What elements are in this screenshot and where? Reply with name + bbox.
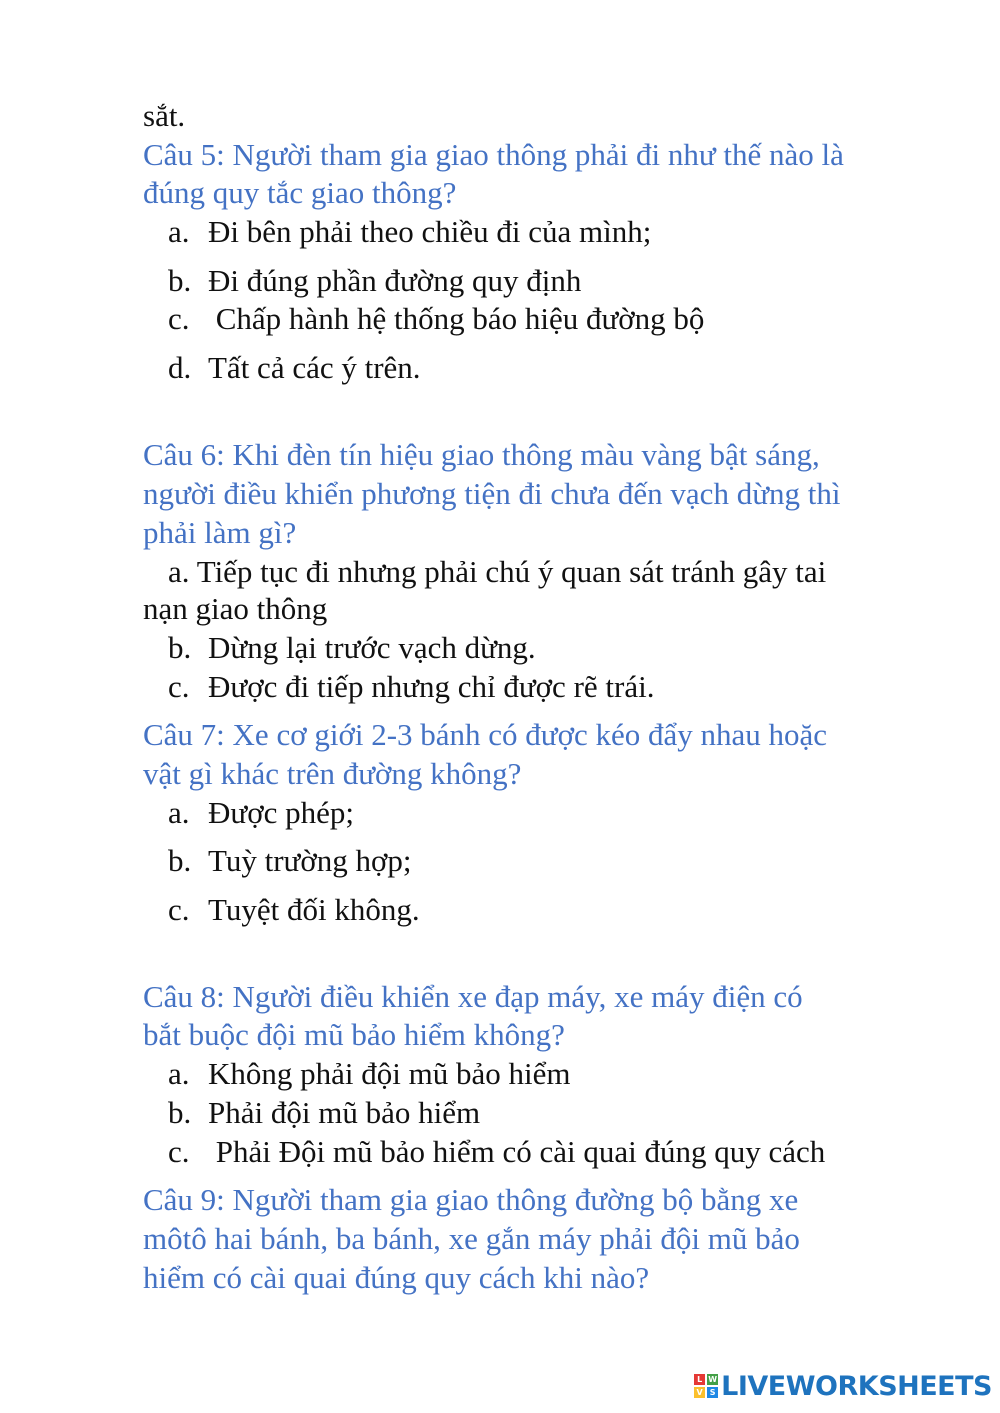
option-text: Không phải đội mũ bảo hiểm <box>208 1056 571 1091</box>
question-5-line-2: đúng quy tắc giao thông? <box>143 175 457 210</box>
option-text: Dừng lại trước vạch dừng. <box>208 630 536 665</box>
option-letter: c. <box>168 669 190 704</box>
option-text: Tuyệt đối không. <box>208 892 420 927</box>
option-text: Được phép; <box>208 795 354 830</box>
liveworksheets-logo[interactable] <box>694 1369 992 1403</box>
option-letter: b. <box>168 843 192 878</box>
intro-fragment: sắt. <box>143 98 186 133</box>
option-text: Tiếp tục đi nhưng phải chú ý quan sát tránh gây tai <box>196 554 827 589</box>
option-text: Chấp hành hệ thống báo hiệu đường bộ <box>208 301 705 336</box>
question-7-line-2: vật gì khác trên đường không? <box>143 756 522 791</box>
question-5-option-a[interactable] <box>168 213 651 251</box>
option-text: Phải đội mũ bảo hiểm <box>208 1095 481 1130</box>
question-6-option-a[interactable] <box>168 553 826 591</box>
question-9-line-2: môtô hai bánh, ba bánh, xe gắn máy phải đội mũ bảo <box>143 1221 800 1256</box>
option-letter: c. <box>168 301 190 336</box>
question-7-option-c[interactable] <box>168 891 420 929</box>
option-letter: d. <box>168 350 192 385</box>
question-6-option-a-continuation: nạn giao thông <box>143 591 328 626</box>
question-8-option-b[interactable] <box>168 1094 480 1132</box>
question-8-line-1: Câu 8: Người điều khiển xe đạp máy, xe máy điện có <box>143 979 803 1014</box>
question-5-option-c[interactable] <box>168 300 704 338</box>
logo-letter: S <box>707 1387 718 1398</box>
option-text: Được đi tiếp nhưng chỉ được rẽ trái. <box>208 669 655 704</box>
question-8-option-a[interactable] <box>168 1055 570 1093</box>
option-letter: a. <box>168 795 190 830</box>
option-letter: c. <box>168 1134 190 1169</box>
option-letter: a. <box>168 554 190 589</box>
question-5-line-1: Câu 5: Người tham gia giao thông phải đi như thế nào là <box>143 137 844 172</box>
question-9-line-1: Câu 9: Người tham gia giao thông đường bộ bằng xe <box>143 1182 799 1217</box>
option-letter: a. <box>168 1056 190 1091</box>
brand-name: LIVEWORKSHEETS <box>721 1370 992 1402</box>
question-7-option-a[interactable] <box>168 794 354 832</box>
logo-letter: W <box>708 1375 718 1384</box>
question-5-option-b[interactable] <box>168 262 581 300</box>
option-text: Phải Đội mũ bảo hiểm có cài quai đúng quy cách <box>208 1134 826 1169</box>
option-letter: b. <box>168 630 192 665</box>
option-text: Đi đúng phần đường quy định <box>208 263 582 298</box>
question-7-option-b[interactable] <box>168 842 411 880</box>
question-7-line-1: Câu 7: Xe cơ giới 2-3 bánh có được kéo đẩy nhau hoặc <box>143 717 828 752</box>
option-letter: a. <box>168 214 190 249</box>
logo-letter: V <box>694 1387 705 1398</box>
question-6-option-c[interactable] <box>168 668 654 706</box>
option-text: Đi bên phải theo chiều đi của mình; <box>208 214 652 249</box>
question-6-option-b[interactable] <box>168 629 536 667</box>
logo-icon <box>694 1374 718 1398</box>
option-letter: b. <box>168 263 192 298</box>
question-8-line-2: bắt buộc đội mũ bảo hiểm không? <box>143 1017 565 1052</box>
question-6-line-3: phải làm gì? <box>143 515 297 550</box>
question-6-line-2: người điều khiển phương tiện đi chưa đến vạch dừng thì <box>143 476 841 511</box>
question-6-line-1: Câu 6: Khi đèn tín hiệu giao thông màu vàng bật sáng, <box>143 437 820 472</box>
logo-letter: L <box>694 1374 705 1385</box>
question-9-line-3: hiểm có cài quai đúng quy cách khi nào? <box>143 1260 650 1295</box>
option-text: Tất cả các ý trên. <box>208 350 421 385</box>
option-letter: b. <box>168 1095 192 1130</box>
option-text: Tuỳ trường hợp; <box>208 843 412 878</box>
option-letter: c. <box>168 892 190 927</box>
question-8-option-c[interactable] <box>168 1133 825 1171</box>
question-5-option-d[interactable] <box>168 349 421 387</box>
